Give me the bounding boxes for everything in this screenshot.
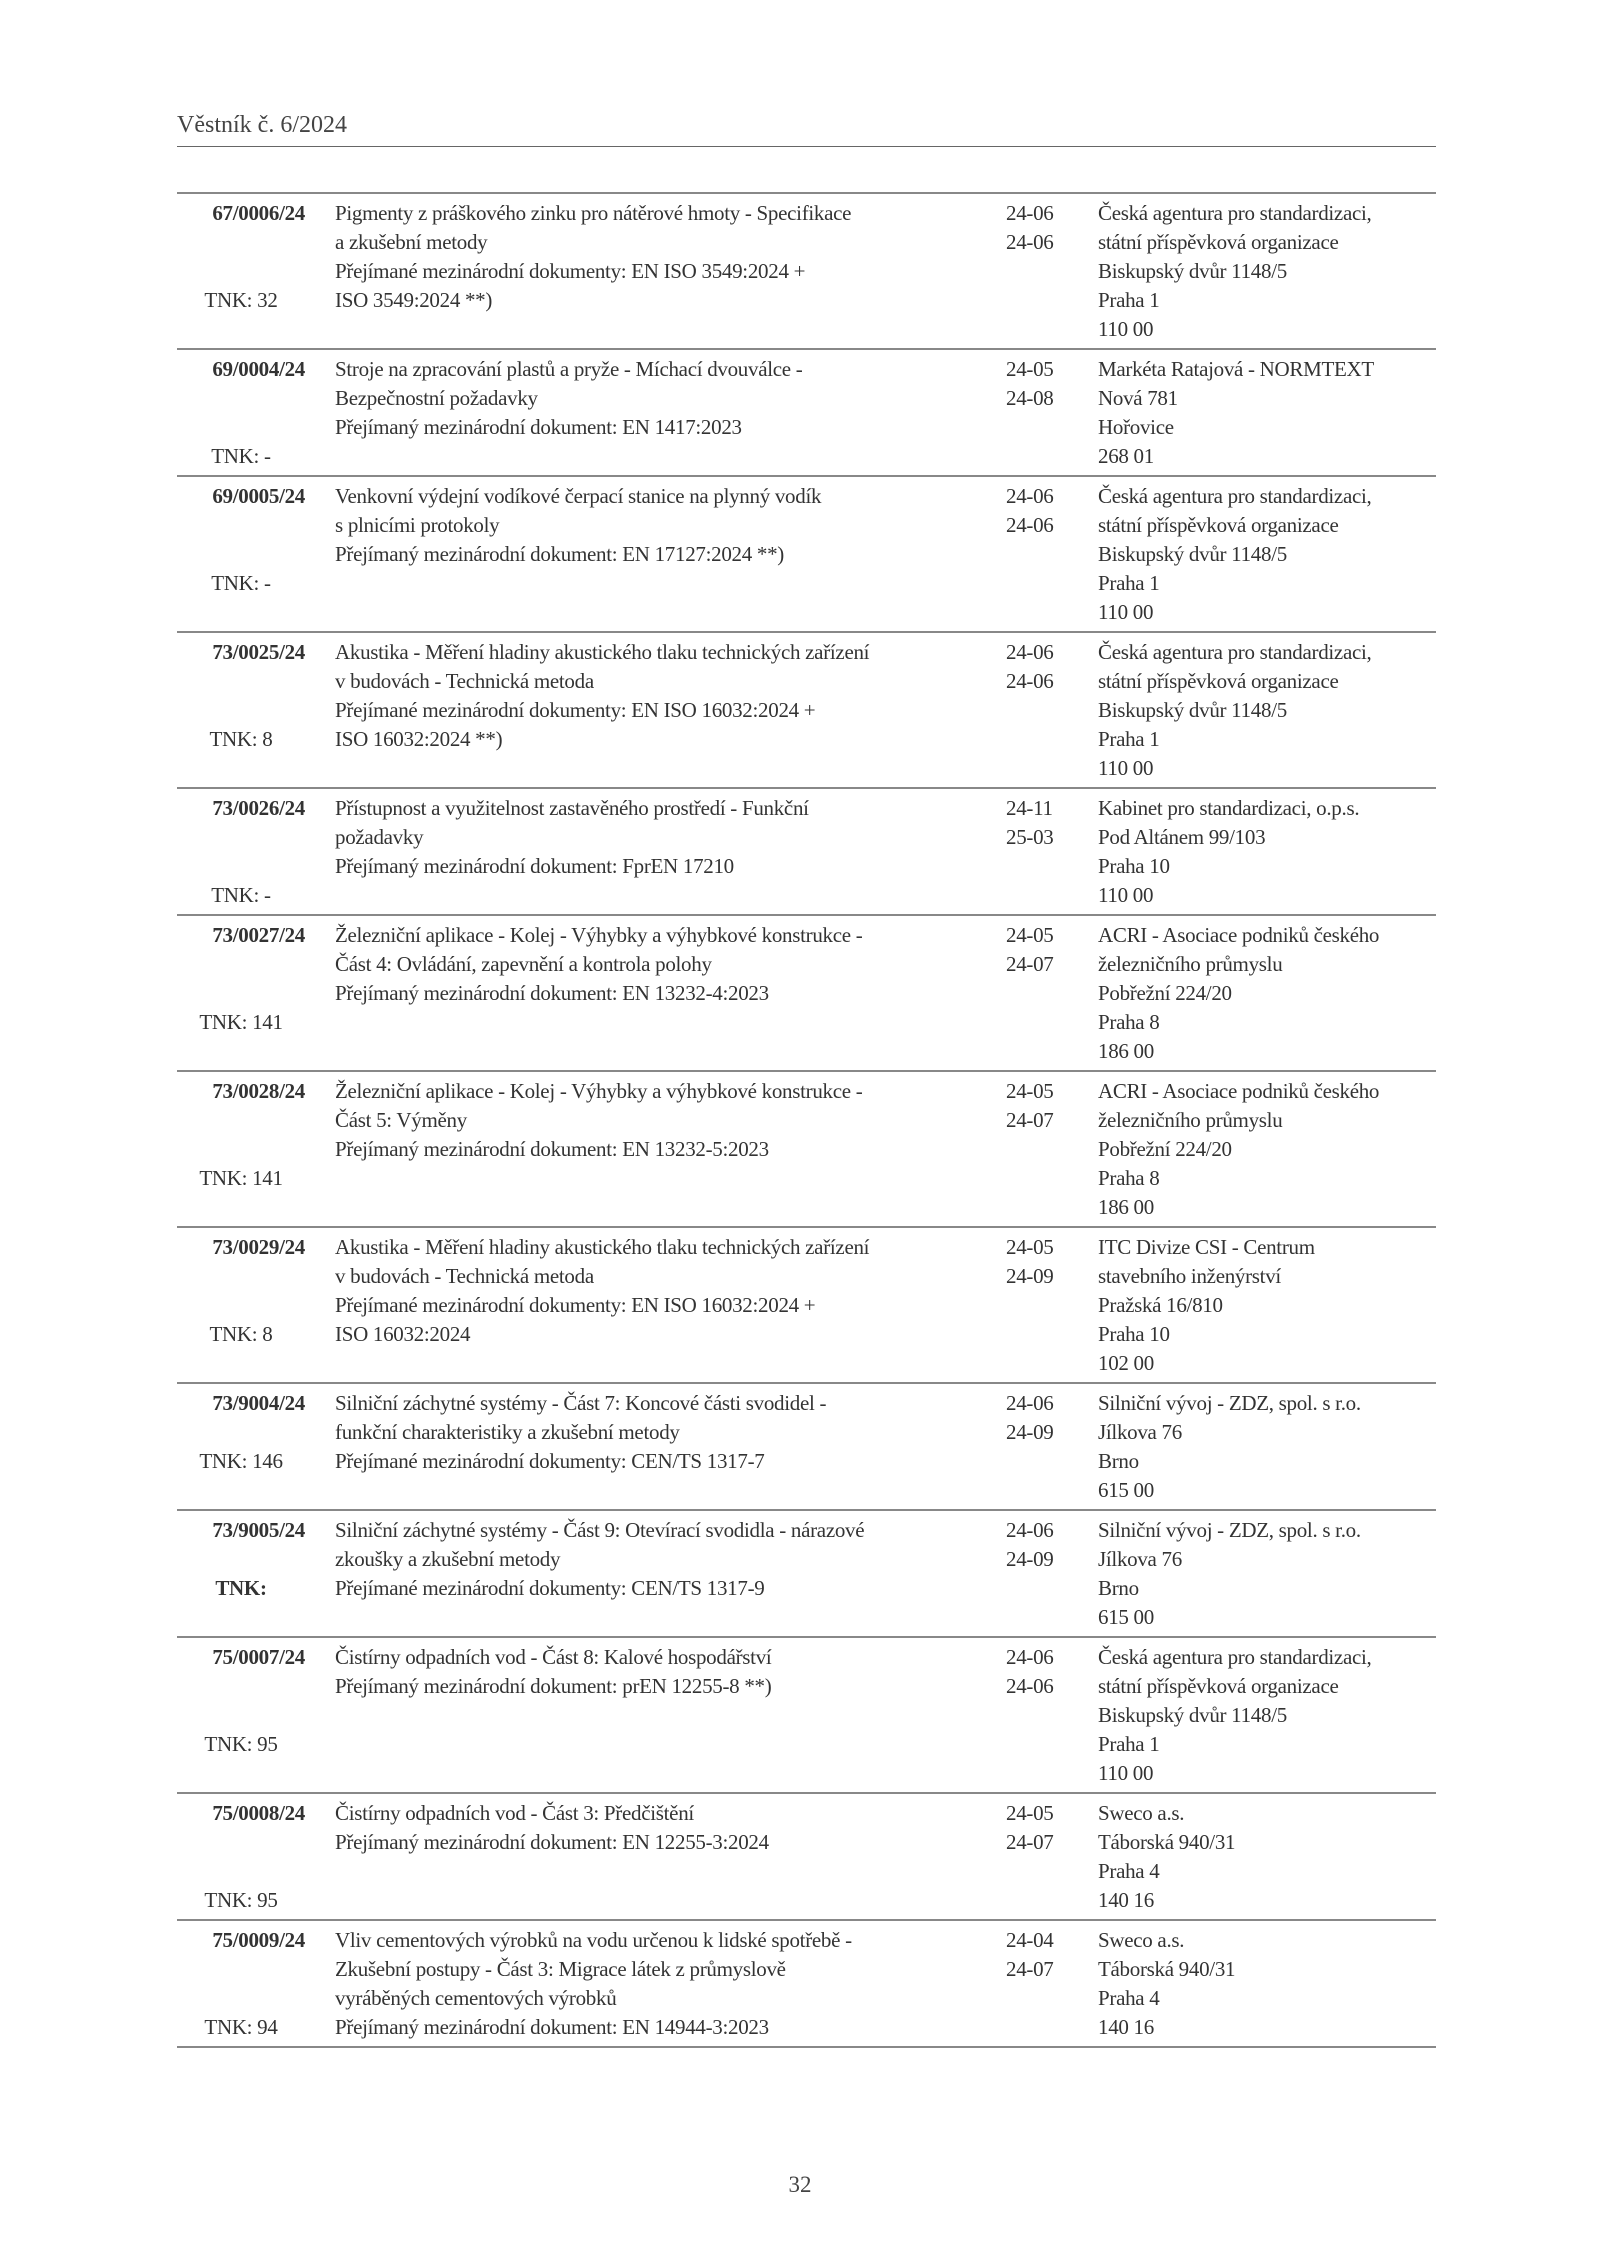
description-line: Venkovní výdejní vodíkové čerpací stanice na plynný vodík xyxy=(335,484,822,508)
dates-line: 25-03 xyxy=(1006,825,1054,849)
description-line: Vliv cementových výrobků na vodu určenou k lidské spotřebě - xyxy=(335,1928,852,1952)
organization-cell xyxy=(1098,1233,1438,1378)
organization-cell xyxy=(1098,482,1438,627)
organization-line: ACRI - Asociace podniků českého xyxy=(1098,1079,1380,1103)
table-row xyxy=(177,631,1436,787)
dates-line: 24-05 xyxy=(1006,1079,1054,1103)
standard-code: 67/0006/24 xyxy=(212,201,305,225)
table-row xyxy=(177,1919,1436,2046)
organization-line: Česká agentura pro standardizaci, xyxy=(1098,640,1372,664)
organization-line: Praha 4 xyxy=(1098,1859,1160,1883)
dates-cell xyxy=(1006,1516,1086,1574)
organization-line: Brno xyxy=(1098,1449,1139,1473)
dates-line: 24-05 xyxy=(1006,357,1054,381)
description-line: Železniční aplikace - Kolej - Výhybky a výhybkové konstrukce - xyxy=(335,1079,863,1103)
dates-line: 24-09 xyxy=(1006,1547,1054,1571)
organization-line: 186 00 xyxy=(1098,1039,1154,1063)
organization-line: Jílkova 76 xyxy=(1098,1420,1182,1444)
dates-line: 24-06 xyxy=(1006,640,1054,664)
dates-line: 24-11 xyxy=(1006,796,1053,820)
description-line: ISO 3549:2024 **) xyxy=(335,288,493,312)
organization-line: 140 16 xyxy=(1098,1888,1154,1912)
standard-code: 73/9004/24 xyxy=(212,1391,305,1415)
description-line: Silniční záchytné systémy - Část 9: Otevírací svodidla - nárazové xyxy=(335,1518,865,1542)
organization-line: Praha 10 xyxy=(1098,1322,1170,1346)
organization-line: 110 00 xyxy=(1098,756,1154,780)
page-number: 32 xyxy=(788,2172,812,2197)
description-line: požadavky xyxy=(335,825,424,849)
dates-line: 24-06 xyxy=(1006,230,1054,254)
description-line: Pigmenty z práškového zinku pro nátěrové hmoty - Specifikace xyxy=(335,201,852,225)
description-line: Přejímaný mezinárodní dokument: EN 14944-3:2023 xyxy=(335,2015,769,2039)
dates-line: 24-06 xyxy=(1006,669,1054,693)
dates-cell xyxy=(1006,355,1086,413)
organization-line: 140 16 xyxy=(1098,2015,1154,2039)
dates-line: 24-06 xyxy=(1006,1645,1054,1669)
organization-line: Sweco a.s. xyxy=(1098,1801,1185,1825)
description-line: s plnicími protokoly xyxy=(335,513,500,537)
description-line: Přístupnost a využitelnost zastavěného prostředí - Funkční xyxy=(335,796,809,820)
dates-line: 24-09 xyxy=(1006,1264,1054,1288)
description-line: Čistírny odpadních vod - Část 3: Předčištění xyxy=(335,1801,694,1825)
organization-cell xyxy=(1098,355,1438,471)
organization-line: Praha 1 xyxy=(1098,571,1160,595)
tnk-label: TNK: 146 xyxy=(199,1449,283,1473)
table-row xyxy=(177,1509,1436,1636)
organization-line: Praha 1 xyxy=(1098,288,1160,312)
tnk-label: TNK: 8 xyxy=(209,727,273,751)
dates-cell xyxy=(1006,1643,1086,1701)
description-line: Železniční aplikace - Kolej - Výhybky a výhybkové konstrukce - xyxy=(335,923,863,947)
organization-line: státní příspěvková organizace xyxy=(1098,230,1339,254)
description-line: Přejímaný mezinárodní dokument: EN 13232-5:2023 xyxy=(335,1137,769,1161)
dates-cell xyxy=(1006,921,1086,979)
dates-line: 24-09 xyxy=(1006,1420,1054,1444)
tnk-label: TNK: 94 xyxy=(204,2015,278,2039)
organization-line: Kabinet pro standardizaci, o.p.s. xyxy=(1098,796,1360,820)
organization-line: Silniční vývoj - ZDZ, spol. s r.o. xyxy=(1098,1518,1361,1542)
organization-line: 615 00 xyxy=(1098,1605,1154,1629)
description-line: Akustika - Měření hladiny akustického tlaku technických zařízení xyxy=(335,1235,870,1259)
organization-line: Pobřežní 224/20 xyxy=(1098,981,1232,1005)
organization-cell xyxy=(1098,921,1438,1066)
organization-cell xyxy=(1098,1516,1438,1632)
table-row xyxy=(177,475,1436,631)
dates-line: 24-05 xyxy=(1006,1235,1054,1259)
organization-line: Praha 8 xyxy=(1098,1166,1160,1190)
dates-line: 24-06 xyxy=(1006,1391,1054,1415)
description-line: Stroje na zpracování plastů a pryže - Míchací dvouválce - xyxy=(335,357,803,381)
description-line: Přejímaný mezinárodní dokument: EN 13232-4:2023 xyxy=(335,981,769,1005)
standard-code: 73/0025/24 xyxy=(212,640,305,664)
dates-line: 24-06 xyxy=(1006,513,1054,537)
description-line: a zkušební metody xyxy=(335,230,488,254)
description-line: Akustika - Měření hladiny akustického tlaku technických zařízení xyxy=(335,640,870,664)
description-line: Přejímaný mezinárodní dokument: EN 1417:2023 xyxy=(335,415,742,439)
organization-cell xyxy=(1098,1799,1438,1915)
organization-line: Biskupský dvůr 1148/5 xyxy=(1098,1703,1287,1727)
tnk-label: TNK: 95 xyxy=(204,1732,278,1756)
description-line: Přejímaný mezinárodní dokument: FprEN 17210 xyxy=(335,854,734,878)
dates-line: 24-07 xyxy=(1006,1108,1054,1132)
standards-table xyxy=(177,192,1436,2048)
organization-line: Táborská 940/31 xyxy=(1098,1957,1236,1981)
organization-line: 615 00 xyxy=(1098,1478,1154,1502)
table-row xyxy=(177,914,1436,1070)
organization-line: 110 00 xyxy=(1098,600,1154,624)
organization-line: ITC Divize CSI - Centrum xyxy=(1098,1235,1315,1259)
organization-line: Nová 781 xyxy=(1098,386,1178,410)
header-divider xyxy=(177,146,1436,147)
standard-code: 69/0004/24 xyxy=(212,357,305,381)
dates-cell xyxy=(1006,199,1086,257)
organization-line: Biskupský dvůr 1148/5 xyxy=(1098,259,1287,283)
standard-code: 73/0027/24 xyxy=(212,923,305,947)
dates-line: 24-08 xyxy=(1006,386,1054,410)
organization-cell xyxy=(1098,1643,1438,1788)
description-line: Přejímané mezinárodní dokumenty: EN ISO 16032:2024 + xyxy=(335,698,816,722)
description-line: Část 4: Ovládání, zapevnění a kontrola polohy xyxy=(335,952,712,976)
tnk-label: TNK: - xyxy=(211,444,271,468)
table-row xyxy=(177,1382,1436,1509)
organization-line: ACRI - Asociace podniků českého xyxy=(1098,923,1380,947)
dates-cell xyxy=(1006,1799,1086,1857)
standard-code: 75/0007/24 xyxy=(212,1645,305,1669)
table-row xyxy=(177,787,1436,914)
organization-cell xyxy=(1098,199,1438,344)
tnk-label: TNK: xyxy=(215,1576,267,1600)
description-line: ISO 16032:2024 **) xyxy=(335,727,503,751)
dates-cell xyxy=(1006,1926,1086,1984)
dates-line: 24-07 xyxy=(1006,952,1054,976)
description-line: Silniční záchytné systémy - Část 7: Koncové části svodidel - xyxy=(335,1391,827,1415)
organization-line: Hořovice xyxy=(1098,415,1174,439)
description-line: Přejímaný mezinárodní dokument: prEN 12255-8 **) xyxy=(335,1674,772,1698)
organization-line: státní příspěvková organizace xyxy=(1098,513,1339,537)
table-row xyxy=(177,1226,1436,1382)
organization-line: 110 00 xyxy=(1098,317,1154,341)
organization-line: Česká agentura pro standardizaci, xyxy=(1098,1645,1372,1669)
organization-line: státní příspěvková organizace xyxy=(1098,669,1339,693)
organization-line: Praha 1 xyxy=(1098,1732,1160,1756)
organization-line: Jílkova 76 xyxy=(1098,1547,1182,1571)
organization-line: 102 00 xyxy=(1098,1351,1154,1375)
tnk-label: TNK: - xyxy=(211,883,271,907)
dates-line: 24-06 xyxy=(1006,1518,1054,1542)
organization-line: Brno xyxy=(1098,1576,1139,1600)
dates-cell xyxy=(1006,794,1086,852)
description-line: v budovách - Technická metoda xyxy=(335,1264,594,1288)
organization-line: Biskupský dvůr 1148/5 xyxy=(1098,698,1287,722)
organization-line: Pražská 16/810 xyxy=(1098,1293,1223,1317)
tnk-label: TNK: 141 xyxy=(199,1010,283,1034)
description-line: Přejímané mezinárodní dokumenty: CEN/TS 1317-9 xyxy=(335,1576,765,1600)
organization-line: státní příspěvková organizace xyxy=(1098,1674,1339,1698)
organization-line: Táborská 940/31 xyxy=(1098,1830,1236,1854)
table-row xyxy=(177,1792,1436,1919)
description-line: Čistírny odpadních vod - Část 8: Kalové hospodářství xyxy=(335,1645,772,1669)
table-row xyxy=(177,192,1436,348)
description-line: vyráběných cementových výrobků xyxy=(335,1986,617,2010)
organization-line: Silniční vývoj - ZDZ, spol. s r.o. xyxy=(1098,1391,1361,1415)
organization-line: Pod Altánem 99/103 xyxy=(1098,825,1266,849)
dates-line: 24-05 xyxy=(1006,1801,1054,1825)
organization-line: Praha 1 xyxy=(1098,727,1160,751)
dates-cell xyxy=(1006,482,1086,540)
organization-line: Markéta Ratajová - NORMTEXT xyxy=(1098,357,1374,381)
description-line: Zkušební postupy - Část 3: Migrace látek z průmyslově xyxy=(335,1957,786,1981)
standard-code: 73/0028/24 xyxy=(212,1079,305,1103)
table-row xyxy=(177,1636,1436,1792)
description-line: Přejímaný mezinárodní dokument: EN 12255-3:2024 xyxy=(335,1830,769,1854)
dates-line: 24-04 xyxy=(1006,1928,1054,1952)
standard-code: 73/9005/24 xyxy=(212,1518,305,1542)
dates-cell xyxy=(1006,1233,1086,1291)
organization-cell xyxy=(1098,638,1438,783)
standard-code: 73/0026/24 xyxy=(212,796,305,820)
organization-line: 186 00 xyxy=(1098,1195,1154,1219)
dates-line: 24-06 xyxy=(1006,201,1054,225)
organization-line: Praha 10 xyxy=(1098,854,1170,878)
dates-line: 24-07 xyxy=(1006,1830,1054,1854)
description-line: zkoušky a zkušební metody xyxy=(335,1547,561,1571)
tnk-label: TNK: 141 xyxy=(199,1166,283,1190)
organization-line: stavebního inženýrství xyxy=(1098,1264,1281,1288)
organization-line: 110 00 xyxy=(1098,883,1154,907)
dates-line: 24-05 xyxy=(1006,923,1054,947)
tnk-label: TNK: 95 xyxy=(204,1888,278,1912)
standard-code: 75/0008/24 xyxy=(212,1801,305,1825)
description-line: v budovách - Technická metoda xyxy=(335,669,594,693)
dates-line: 24-06 xyxy=(1006,484,1054,508)
description-line: Část 5: Výměny xyxy=(335,1108,467,1132)
organization-line: Biskupský dvůr 1148/5 xyxy=(1098,542,1287,566)
dates-cell xyxy=(1006,638,1086,696)
standard-code: 75/0009/24 xyxy=(212,1928,305,1952)
organization-cell xyxy=(1098,1926,1438,2042)
organization-cell xyxy=(1098,794,1438,910)
table-row xyxy=(177,348,1436,475)
tnk-label: TNK: 32 xyxy=(204,288,278,312)
organization-line: Česká agentura pro standardizaci, xyxy=(1098,484,1372,508)
organization-line: Praha 4 xyxy=(1098,1986,1160,2010)
dates-cell xyxy=(1006,1077,1086,1135)
organization-cell xyxy=(1098,1077,1438,1222)
description-line: Bezpečnostní požadavky xyxy=(335,386,538,410)
dates-line: 24-06 xyxy=(1006,1674,1054,1698)
table-row xyxy=(177,1070,1436,1226)
description-line: Přejímané mezinárodní dokumenty: EN ISO 16032:2024 + xyxy=(335,1293,816,1317)
standard-code: 69/0005/24 xyxy=(212,484,305,508)
tnk-label: TNK: 8 xyxy=(209,1322,273,1346)
organization-line: Sweco a.s. xyxy=(1098,1928,1185,1952)
standard-code: 73/0029/24 xyxy=(212,1235,305,1259)
tnk-label: TNK: - xyxy=(211,571,271,595)
organization-line: Pobřežní 224/20 xyxy=(1098,1137,1232,1161)
organization-line: Praha 8 xyxy=(1098,1010,1160,1034)
page-header: Věstník č. 6/2024 xyxy=(177,112,347,138)
description-line: Přejímané mezinárodní dokumenty: CEN/TS 1317-7 xyxy=(335,1449,765,1473)
organization-cell xyxy=(1098,1389,1438,1505)
description-line: funkční charakteristiky a zkušební metody xyxy=(335,1420,680,1444)
dates-cell xyxy=(1006,1389,1086,1447)
description-line: ISO 16032:2024 xyxy=(335,1322,471,1346)
dates-line: 24-07 xyxy=(1006,1957,1054,1981)
organization-line: železničního průmyslu xyxy=(1098,1108,1283,1132)
organization-line: Česká agentura pro standardizaci, xyxy=(1098,201,1372,225)
description-line: Přejímané mezinárodní dokumenty: EN ISO 3549:2024 + xyxy=(335,259,806,283)
organization-line: 268 01 xyxy=(1098,444,1154,468)
organization-line: železničního průmyslu xyxy=(1098,952,1283,976)
description-line: Přejímaný mezinárodní dokument: EN 17127:2024 **) xyxy=(335,542,784,566)
organization-line: 110 00 xyxy=(1098,1761,1154,1785)
